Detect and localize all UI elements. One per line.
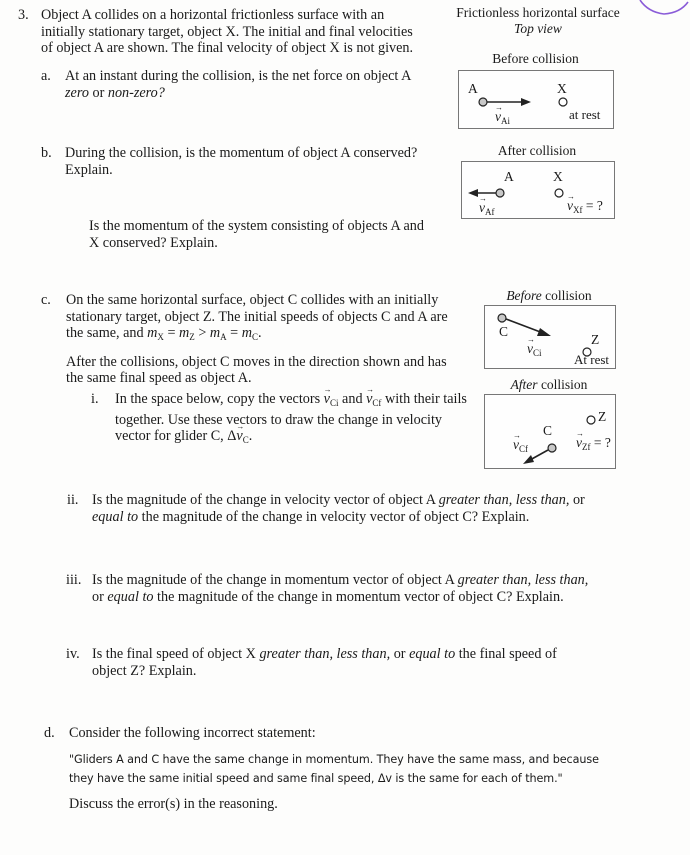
choice-zero: zero: [65, 84, 89, 101]
part-c-iv-label: iv.: [66, 646, 80, 662]
arrow-down-right-icon: [537, 328, 551, 336]
vector-delta-v-c: → v: [236, 428, 242, 445]
label-x: X: [553, 169, 563, 184]
part-c-i-line: vector for glider C, $\Delta\to v_C$.: [115, 428, 475, 449]
incorrect-statement-quote: [69, 750, 669, 788]
puck-c-icon: [548, 444, 556, 452]
puck-x-icon: [555, 189, 563, 197]
question-number: 3.: [18, 7, 29, 23]
part-c-iv-line: Is the final speed of object X greater than, less than, or equal to the final speed of: [92, 646, 557, 662]
part-a-text: [65, 68, 445, 101]
part-c-i-line: [91, 391, 99, 408]
puck-a-icon: [496, 189, 504, 197]
part-c-line: On the same horizontal surface, object C collides with an initially: [66, 292, 439, 308]
label-a: A: [468, 81, 478, 96]
part-c-line3-prefix: the same, and: [66, 325, 148, 341]
label-z: Z: [591, 332, 600, 347]
part-c-iii-line: Is the magnitude of the change in momentum vector of object A greater than, less than,: [92, 572, 589, 588]
part-c-i-line: together. Use these vectors to draw the change in velocity: [115, 411, 442, 428]
part-b-followup-line: X conserved? Explain.: [89, 234, 218, 251]
part-c-iv-text: [92, 646, 652, 679]
vector-v-zf-label: → $v_{Zf}$ = ?: [576, 435, 611, 456]
mass-relation: $m_X = m_Z > m_A = m_C$: [147, 325, 258, 342]
vector-v-af-label: → $v_{Af}$: [479, 200, 495, 221]
part-a-label: a.: [41, 68, 51, 84]
part-d-prompt: Discuss the error(s) in the reasoning.: [69, 796, 278, 812]
part-c-label: c.: [41, 292, 51, 308]
part-c-iii-line: or equal to the magnitude of the change in momentum vector of object C? Explain.: [92, 588, 564, 605]
vector-v-ai-label: → $v_{Ai}$: [495, 109, 510, 130]
part-c-ii-text: [92, 492, 652, 525]
cz-after-diagram: [484, 394, 616, 469]
ax-after-diagram: [461, 161, 615, 219]
label-x: X: [557, 81, 567, 96]
cz-after-caption: After collision: [510, 377, 588, 392]
vector-v-cf-label: → $v_{Cf}$: [513, 437, 528, 458]
part-b-line: During the collision, is the momentum of object A conserved?: [65, 145, 418, 161]
cz-before-caption: Before collision: [506, 288, 592, 303]
part-c-ii-line: equal to the magnitude of the change in velocity vector of object C? Explain.: [92, 508, 530, 525]
part-c-iii-label: iii.: [66, 572, 82, 588]
part-b-followup: [89, 218, 449, 251]
cz-before-diagram: [484, 305, 616, 369]
part-c-text: [66, 292, 476, 387]
part-c-para2-line: the same final speed as object A.: [66, 370, 252, 386]
at-rest-label: at rest: [569, 107, 601, 122]
part-c-line: stationary target, object Z. The initial speeds of objects C and A are: [66, 308, 448, 325]
part-b-text: [65, 145, 445, 178]
intro-line: of object A are shown. The final velocity of object X is not given.: [41, 40, 414, 56]
part-c-para2-line: After the collisions, object C moves in the direction shown and has: [66, 353, 447, 370]
vector-v-cf: → v: [366, 391, 372, 408]
ax-after-caption: After collision: [497, 143, 577, 158]
part-c-i-label: i.: [91, 391, 99, 407]
part-d-label: d.: [44, 725, 55, 741]
intro-line: Object A collides on a horizontal frictionless surface with an: [41, 7, 385, 23]
arrow-left-icon: [468, 189, 478, 197]
part-c-iv-line: object Z? Explain.: [92, 662, 197, 679]
part-c-i-line: In the space below, copy the vectors → $v_{Ci}$ and → $v_{Cf}$ with their tails: [115, 391, 475, 412]
part-b-line: Explain.: [65, 161, 113, 178]
part-c-i-instruction-text: [115, 391, 475, 449]
part-b-followup-line: Is the momentum of the system consisting of objects A and: [89, 218, 424, 234]
part-a-choices: [65, 85, 445, 102]
quote-line: they have the same initial speed and same final speed, Δv is the same for each of them.": [69, 772, 563, 785]
vector-v-ci-label: → $v_{Ci}$: [527, 341, 542, 362]
ax-before-caption: Before collision: [492, 51, 579, 66]
quote-line: "Gliders A and C have the same change in momentum. They have the same mass, and because: [69, 753, 599, 766]
label-c: C: [499, 324, 509, 339]
puck-x-icon: [559, 98, 567, 106]
diagram-header: Frictionless horizontal surface: [456, 5, 620, 20]
vector-v-xf-label: → $v_{Xf}$ = ?: [567, 198, 603, 219]
arrow-right-icon: [521, 98, 531, 106]
intro-line: initially stationary target, object X. The initial and final velocities: [41, 23, 413, 40]
puck-a-icon: [479, 98, 487, 106]
label-a: A: [504, 169, 514, 184]
part-c-ii-line: Is the magnitude of the change in velocity vector of object A greater than, less than, or: [92, 492, 585, 508]
part-a-line: At an instant during the collision, is the net force on object A: [65, 68, 412, 84]
at-rest-label: At rest: [574, 352, 610, 367]
question-intro: [41, 7, 441, 57]
label-z: Z: [598, 409, 607, 424]
part-c-ii-label: ii.: [67, 492, 79, 508]
puck-c-icon: [498, 314, 506, 322]
part-c-line: the same, and $m_X = m_Z > m_A = m_C$.: [66, 325, 262, 342]
choice-nonzero: non-zero?: [107, 84, 165, 101]
part-c-iii-text: [92, 572, 652, 605]
part-b-label: b.: [41, 145, 52, 161]
vector-v-ci: → v: [324, 391, 330, 408]
choice-or: or: [88, 84, 108, 101]
puck-z-icon: [587, 416, 595, 424]
part-d-intro: Consider the following incorrect statement:: [69, 725, 316, 741]
label-c: C: [543, 423, 553, 438]
ax-before-diagram: [458, 70, 614, 129]
diagram-subheader: Top view: [514, 21, 562, 36]
